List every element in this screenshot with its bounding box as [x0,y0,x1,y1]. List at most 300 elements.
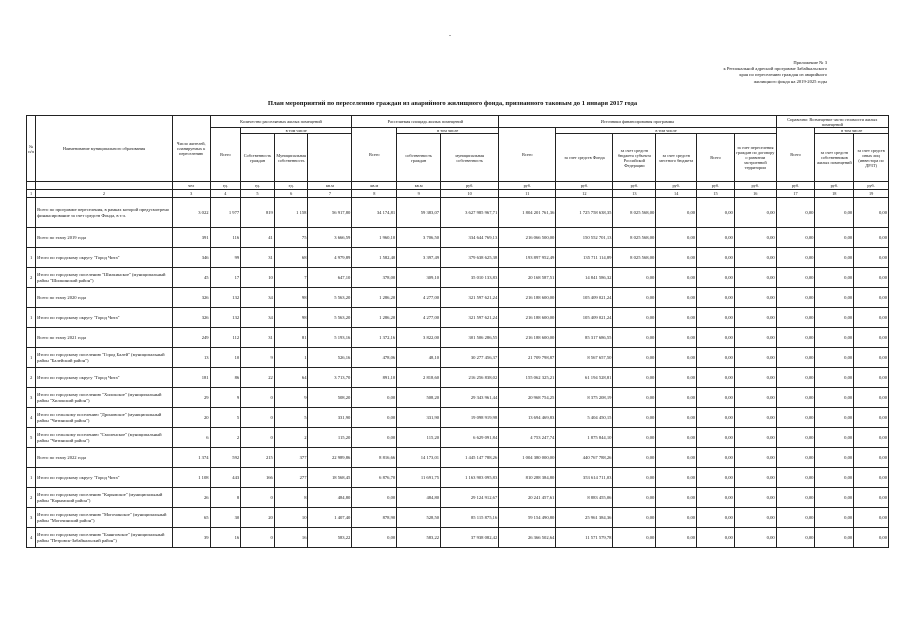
value-cell: 21 709 798,87 [499,348,556,368]
value-cell: 22 989,86 [308,448,352,468]
value-cell: 3 022 [172,198,210,228]
row-number: 2 [27,488,36,508]
value-cell: 5 404 450,15 [556,408,613,428]
value-cell: 0,00 [734,328,776,348]
value-cell: 3 666,59 [308,228,352,248]
value-cell: 105 409 021,24 [556,288,613,308]
unit-cell: ед. [274,182,308,190]
value-cell: 2 [274,428,308,448]
value-cell: 0,00 [854,448,889,468]
column-number: 1 [27,190,36,198]
value-cell: 1 725 758 638,35 [556,198,613,228]
column-number: 13 [613,190,656,198]
value-cell: 440 767 788,26 [556,448,613,468]
value-cell: 0,00 [815,368,854,388]
row-number [27,448,36,468]
value-cell: 0,00 [656,268,697,288]
municipality-name: Итого по сельскому поселению "Дроновское" (муниципальный район "Читинский район") [36,408,173,428]
value-cell: 4 277,00 [397,308,441,328]
value-cell: 1 445 147 788,26 [441,448,499,468]
value-cell: 0 [241,528,275,548]
value-cell: 1 163 903 095,83 [441,468,499,488]
value-cell: 0,00 [815,248,854,268]
value-cell: 64 [274,368,308,388]
value-cell: 0,00 [734,308,776,328]
value-cell: 8 567 657,50 [556,348,613,368]
column-number: 6 [274,190,308,198]
table-row [27,268,889,288]
value-cell: 8 025 568,00 [613,198,656,228]
value-cell: 277 [274,468,308,488]
value-cell: 2 818,60 [397,368,441,388]
unit-cell: кв.м [397,182,441,190]
table-row [27,428,889,448]
header-finance-local: за счет средств местного бюджета [656,134,697,182]
value-cell: 0,00 [697,228,735,248]
value-cell: 6 629 091,84 [441,428,499,448]
value-cell: 0,00 [697,428,735,448]
value-cell: 0,00 [815,448,854,468]
header-area-group: Расселяемая площадь жилых помещений [352,116,499,128]
value-cell: 0 [241,488,275,508]
value-cell: 647,10 [308,268,352,288]
value-cell: 321 597 621,24 [441,288,499,308]
value-cell: 0,00 [854,488,889,508]
value-cell: 1 977 [210,198,241,228]
value-cell: 0,00 [697,328,735,348]
municipality-name: Итого по городскому поселению "Хилокское" (муниципальный район "Хилокский район") [36,388,173,408]
municipality-name: Итого по городскому поселению "Шилкинское" (муниципальный район "Шилкинский район") [36,268,173,288]
column-number: 16 [734,190,776,198]
unit-cell: руб. [697,182,735,190]
value-cell: 0,00 [854,228,889,248]
header-premises-total: Всего [210,128,241,182]
value-cell: 1 582,40 [352,248,397,268]
value-cell: 4 753 247,74 [499,428,556,448]
column-number: 14 [656,190,697,198]
value-cell: 0,00 [613,448,656,468]
value-cell: 1 286,20 [352,288,397,308]
value-cell: 16 [274,528,308,548]
value-cell: 484,80 [308,488,352,508]
value-cell: 13 694 469,83 [499,408,556,428]
header-incl: в том числе [241,128,352,134]
value-cell: 6 876,70 [352,468,397,488]
value-cell: 0,00 [352,388,397,408]
value-cell: 155 062 325,21 [499,368,556,388]
table-row [27,488,889,508]
value-cell: 0,00 [854,348,889,368]
value-cell: 0,00 [734,198,776,228]
value-cell: 0,00 [697,308,735,328]
value-cell: 0,00 [656,288,697,308]
municipality-name: Итого по сельскому поселению "Смоленское" (муниципальный район "Читинский район") [36,428,173,448]
value-cell: 0,00 [776,408,815,428]
value-cell: 115,20 [308,428,352,448]
value-cell: 0,00 [613,408,656,428]
value-cell: 29 [172,388,210,408]
appendix-line: Приложение № 3 [793,60,827,65]
value-cell: 0,00 [656,468,697,488]
value-cell: 443 [210,468,241,488]
column-number: 2 [36,190,173,198]
table-row [27,198,889,228]
value-cell: 0,00 [776,308,815,328]
value-cell: 25 961 384,36 [556,508,613,528]
municipality-name: Итого по городскому поселению "Баянговское" (муниципальный район "Петровск-Забайкальский район") [36,528,173,548]
value-cell: 0,00 [697,528,735,548]
value-cell: 20 168 587,51 [499,268,556,288]
value-cell: 0,00 [854,528,889,548]
value-cell: 378,00 [352,268,397,288]
value-cell: 29 124 912,67 [441,488,499,508]
value-cell: 0,00 [697,388,735,408]
row-number: 1 [27,248,36,268]
value-cell: 583,22 [397,528,441,548]
value-cell: 878,90 [352,508,397,528]
value-cell: 29 343 961,44 [441,388,499,408]
value-cell: 331,90 [397,408,441,428]
header-premises-blank [308,134,352,182]
value-cell: 819 [241,198,275,228]
value-cell: 11 691,75 [397,468,441,488]
value-cell: 166 [241,468,275,488]
header-finance-total: Всего [499,128,556,182]
value-cell: 321 597 621,24 [441,308,499,328]
value-cell: 3 706,50 [397,228,441,248]
value-cell: 309,10 [397,268,441,288]
appendix-line: к Региональной адресной программе Забайкальского [723,66,827,72]
value-cell: 0,00 [854,408,889,428]
value-cell: 0,00 [815,508,854,528]
appendix-note [677,60,827,85]
value-cell: 59 383,07 [397,198,441,228]
unit-cell: руб. [656,182,697,190]
value-cell: 379 638 625,38 [441,248,499,268]
value-cell: 216 188 600,00 [499,308,556,328]
value-cell: 0,00 [776,228,815,248]
value-cell: 1 960,10 [352,228,397,248]
value-cell: 85 317 686,55 [556,328,613,348]
municipality-name: Итого по городскому округу "Город Чита" [36,368,173,388]
value-cell: 0,00 [613,508,656,528]
value-cell: 150 552 701,13 [556,228,613,248]
value-cell: 0 [241,388,275,408]
row-number: 3 [27,508,36,528]
value-cell: 0,00 [613,388,656,408]
value-cell: 0,00 [734,368,776,388]
header-finance-other: Всего [697,134,735,182]
column-number: 3 [172,190,210,198]
value-cell: 4 979,89 [308,248,352,268]
row-number: 1 [27,348,36,368]
table-row [27,288,889,308]
column-number: 8 [352,190,397,198]
value-cell: 1 804 201 761,36 [499,198,556,228]
value-cell: 1 407,40 [308,508,352,528]
value-cell: 1 [274,348,308,368]
value-cell: 8 883 455,06 [556,488,613,508]
value-cell: 0,00 [352,528,397,548]
row-number: 3 [27,388,36,408]
value-cell: 0,00 [613,348,656,368]
value-cell: 34 [241,288,275,308]
value-cell: 116 [210,228,241,248]
value-cell: 508,20 [397,388,441,408]
value-cell: 1 158 [274,198,308,228]
value-cell: 0,00 [734,488,776,508]
municipality-name: Всего по программе переселения, в рамках которой предусмотрено финансирование за счет средств Фонда, в т.ч. [36,198,173,228]
value-cell: 1 286,20 [352,308,397,328]
value-cell: 10 [241,268,275,288]
value-cell: 0,00 [697,348,735,368]
value-cell: 0,00 [776,268,815,288]
value-cell: 0,00 [815,228,854,248]
value-cell: 0,00 [656,248,697,268]
value-cell: 68 [274,248,308,268]
value-cell: 0 [241,428,275,448]
value-cell: 181 [172,368,210,388]
value-cell: 0,00 [613,328,656,348]
value-cell: 0,00 [776,248,815,268]
value-cell: 8 [210,488,241,508]
value-cell: 0,00 [854,368,889,388]
value-cell: 0,00 [776,348,815,368]
value-cell: 0,00 [854,328,889,348]
value-cell: 1 875 844,10 [556,428,613,448]
value-cell: 3 713,70 [308,368,352,388]
value-cell: 98 [274,288,308,308]
value-cell: 0,00 [697,468,735,488]
value-cell: 0,00 [776,388,815,408]
header-number: № п/п [27,116,36,182]
value-cell: 0,00 [734,428,776,448]
header-finance-extra: за счет переселения граждан по договору о развитии застроенной территории [734,134,776,182]
table-row [27,328,889,348]
value-cell: 0,00 [734,468,776,488]
value-cell: 0,00 [613,288,656,308]
header-people: Число жителей, планируемых к переселению [172,116,210,182]
unit-cell: кв.м [352,182,397,190]
value-cell: 0,00 [697,508,735,528]
value-cell: 0,00 [613,488,656,508]
value-cell: 20 [172,408,210,428]
value-cell: 193 897 952,49 [499,248,556,268]
row-number: 2 [27,268,36,288]
value-cell: 0,00 [734,448,776,468]
column-number: 11 [499,190,556,198]
unit-cell: руб. [441,182,499,190]
value-cell: 0,00 [734,268,776,288]
header-reference-total: Всего [776,128,815,182]
value-cell: 0,00 [734,408,776,428]
appendix-line: края по переселению граждан из аварийного [739,72,827,78]
value-cell: 0,00 [815,308,854,328]
value-cell: 0,00 [352,408,397,428]
value-cell: 5 563,20 [308,308,352,328]
value-cell: 4 277,00 [397,288,441,308]
row-number [27,288,36,308]
appendix-line: жилищного фонда на 2019-2025 годы [753,78,827,84]
value-cell: 85 115 875,16 [441,508,499,528]
value-cell: 0,00 [656,198,697,228]
value-cell: 0,00 [352,428,397,448]
value-cell: 7 [274,268,308,288]
value-cell: 215 [241,448,275,468]
value-cell: 13 [172,348,210,368]
value-cell: 391 [172,228,210,248]
unit-cell: руб. [556,182,613,190]
header-reference-owner: за счет средств собственников жилых помещений [815,134,854,182]
value-cell: 0,00 [776,448,815,468]
value-cell: 20 [241,508,275,528]
value-cell: 0,00 [697,288,735,308]
value-cell: 0,00 [776,368,815,388]
value-cell: 0,00 [656,528,697,548]
header-reference-group: Справочно: Возмещение части стоимости жилых помещений [776,116,888,128]
value-cell: 592 [210,448,241,468]
value-cell: 22 [241,368,275,388]
value-cell: 0,00 [815,198,854,228]
value-cell: 37 938 082,42 [441,528,499,548]
header-area-total: Всего [352,128,397,182]
value-cell: 0,00 [776,468,815,488]
value-cell: 1 372,16 [352,328,397,348]
municipality-name: Итого по городскому округу "Город Чита" [36,248,173,268]
value-cell: 135 711 114,89 [556,248,613,268]
value-cell: 9 [210,388,241,408]
value-cell: 3 397,49 [397,248,441,268]
value-cell: 8 025 568,00 [613,228,656,248]
value-cell: 326 [172,288,210,308]
value-cell: 0,00 [776,198,815,228]
value-cell: 583,22 [308,528,352,548]
header-area-private: собственность граждан [397,134,441,182]
unit-cell: руб. [815,182,854,190]
value-cell: 8 816,66 [352,448,397,468]
value-cell: 6 [172,428,210,448]
column-number: 17 [776,190,815,198]
value-cell: 34 [241,308,275,328]
value-cell: 0,00 [854,508,889,528]
table-row [27,448,889,468]
value-cell: 8 [274,488,308,508]
header-premises-private: Собственность граждан [241,134,275,182]
value-cell: 0,00 [697,268,735,288]
value-cell: 0,00 [815,288,854,308]
row-number: 5 [27,428,36,448]
column-number: 12 [556,190,613,198]
value-cell: 11 571 579,78 [556,528,613,548]
value-cell: 1 374 [172,448,210,468]
column-number: 5 [241,190,275,198]
value-cell: 0,00 [656,348,697,368]
value-cell: 0,00 [815,528,854,548]
document-title: План мероприятий по переселению граждан из аварийного жилищного фонда, признанного таковым до 1 января 2017 года [267,100,638,107]
value-cell: 81 [274,328,308,348]
value-cell: 0,00 [776,288,815,308]
value-cell: 0,00 [776,488,815,508]
value-cell: 0,00 [815,348,854,368]
value-cell: 0,00 [656,328,697,348]
value-cell: 0,00 [815,468,854,488]
unit-cell: руб. [734,182,776,190]
value-cell: 45 [172,268,210,288]
value-cell: 0,00 [656,368,697,388]
table-row [27,388,889,408]
resettlement-plan-table [26,115,889,548]
value-cell: 346 [172,248,210,268]
value-cell: 0,00 [697,408,735,428]
value-cell: 5 563,20 [308,288,352,308]
value-cell: 326 [172,308,210,328]
value-cell: 65 [172,508,210,528]
value-cell: 2 [210,428,241,448]
value-cell: 0,00 [697,448,735,468]
value-cell: 0,00 [697,198,735,228]
value-cell: 216 256 838,02 [441,368,499,388]
value-cell: 0,00 [613,368,656,388]
value-cell: 0,00 [854,288,889,308]
value-cell: 0,00 [854,428,889,448]
value-cell: 30 [210,508,241,528]
row-number: 4 [27,528,36,548]
value-cell: 0,00 [854,388,889,408]
municipality-name: Всего по этапу 2020 года [36,288,173,308]
units-blank [27,182,36,190]
municipality-name: Итого по городскому поселению "Карымское" (муниципальный район "Карымский район") [36,488,173,508]
value-cell: 14 173,01 [397,448,441,468]
value-cell: 0,00 [734,528,776,548]
value-cell: 0,00 [815,488,854,508]
municipality-name: Итого по городскому округу "Город Чита" [36,308,173,328]
column-number: 4 [210,190,241,198]
table-row [27,228,889,248]
value-cell: 249 [172,328,210,348]
table-row [27,248,889,268]
value-cell: 112 [210,328,241,348]
value-cell: 9 [274,388,308,408]
value-cell: 75 [274,228,308,248]
value-cell: 35 010 133,83 [441,268,499,288]
value-cell: 0,00 [734,348,776,368]
value-cell: 39 [172,528,210,548]
value-cell: 0,00 [854,198,889,228]
value-cell: 8 025 568,00 [613,248,656,268]
value-cell: 115,20 [397,428,441,448]
value-cell: 0,00 [613,528,656,548]
value-cell: 0,00 [697,248,735,268]
value-cell: 8 375 208,19 [556,388,613,408]
value-cell: 0,00 [734,228,776,248]
units-blank [36,182,173,190]
value-cell: 334 644 769,13 [441,228,499,248]
value-cell: 0,00 [734,508,776,528]
value-cell: 26 366 502,64 [499,528,556,548]
municipality-name: Всего по этапу 2022 года [36,448,173,468]
row-number [27,228,36,248]
value-cell: 0,00 [854,308,889,328]
header-premises-group: Количество расселяемых жилых помещений [210,116,352,128]
value-cell: 0,00 [734,288,776,308]
header-incl: в том числе [556,128,776,134]
value-cell: 216 066 500,00 [499,228,556,248]
value-cell: 0,00 [613,468,656,488]
value-cell: 0,00 [854,268,889,288]
value-cell: 508,20 [308,388,352,408]
row-number [27,198,36,228]
value-cell: 0,00 [613,268,656,288]
